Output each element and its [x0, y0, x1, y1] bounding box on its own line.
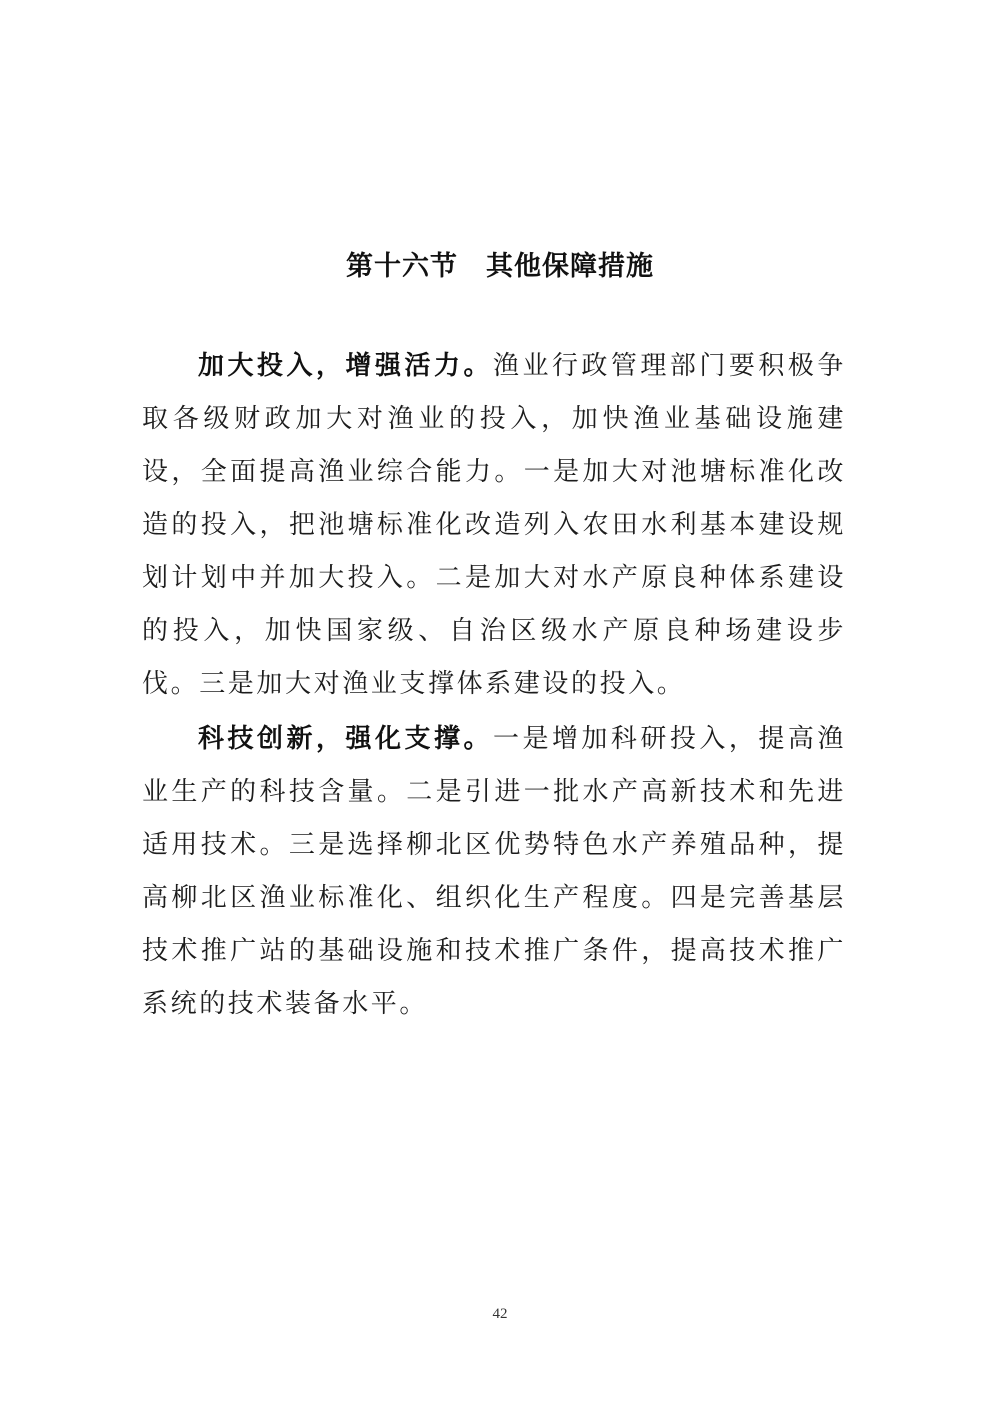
- section-title: 第十六节 其他保障措施: [346, 251, 654, 282]
- paragraph-technology: [142, 713, 846, 1031]
- paragraph-text: 一是增加科研投入，提高渔业生产的科技含量。二是引进一批水产高新技术和先进适用技术。三是选择柳北区优势特色水产养殖品种，提高柳北区渔业标准化、组织化生产程度。四是完善基层技术推广站的基础设施和技术推广条件，提高技术推广系统的技术装备水平。: [142, 724, 846, 1019]
- body-text: [142, 340, 846, 1031]
- paragraph-investment: [142, 340, 846, 711]
- page-number: 42: [492, 1306, 508, 1322]
- paragraph-lead: 科技创新，强化支撑。: [198, 724, 493, 754]
- paragraph-text: 渔业行政管理部门要积极争取各级财政加大对渔业的投入，加快渔业基础设施建设，全面提高渔业综合能力。一是加大对池塘标准化改造的投入，把池塘标准化改造列入农田水利基本建设规划计划中并加大投入。二是加大对水产原良种体系建设的投入，加快国家级、自治区级水产原良种场建设步伐。三是加大对渔业支撑体系建设的投入。: [142, 351, 846, 699]
- paragraph-lead: 加大投入，增强活力。: [198, 351, 493, 381]
